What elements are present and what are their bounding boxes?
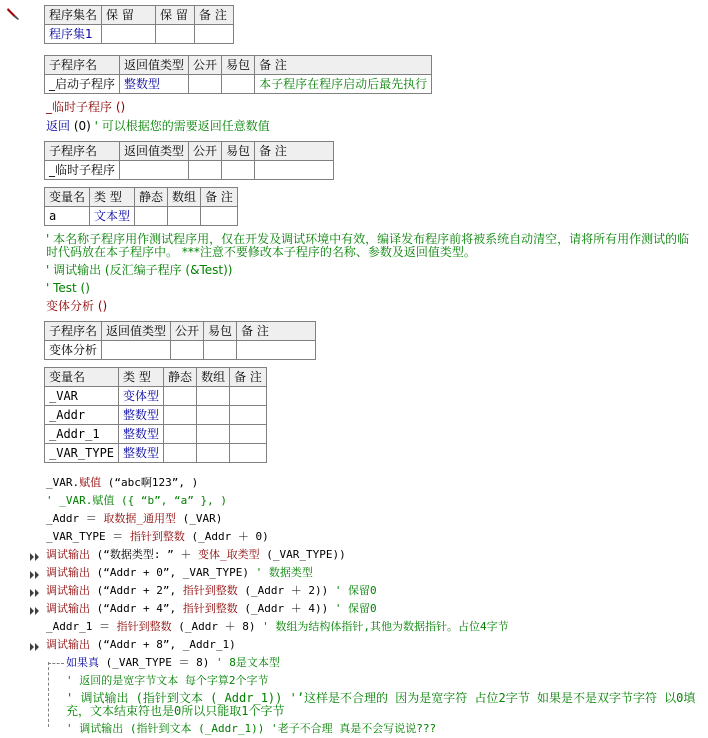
cell[interactable] [135,207,168,226]
code-token: 调试输出 [46,584,90,597]
header-cell: 类 型 [90,188,135,207]
cell[interactable] [237,341,316,360]
code-token: 赋值 [79,476,102,489]
breakpoint-arrow-icon[interactable] [30,642,40,652]
breakpoint-arrow-icon[interactable] [30,606,40,616]
sub-name-cell[interactable]: _启动子程序 [45,75,120,94]
cell[interactable] [222,75,255,94]
cell[interactable] [168,207,201,226]
code-token: 调试输出 [46,602,90,615]
code-token: (“Addr + 0”, _VAR_TYPE) [90,566,256,579]
code-comment: ' 可以根据您的需要返回任意数值 [94,119,270,133]
code-token: (“abc啊123”, ) [101,476,199,489]
code-token: 指针到整数 [129,530,185,543]
code-comment: ' 数据类型 [255,566,313,579]
cell[interactable] [197,444,230,463]
code-token: _VAR. [46,476,80,489]
header-cell: 程序集名 [45,6,102,25]
code-token: (“Addr + 4”, [90,602,183,615]
code-token: (“数据类型: ” ＋ [90,548,198,561]
code-line[interactable] [46,546,346,564]
sub-name-cell[interactable]: _临时子程序 [45,161,120,180]
code-token: 取数据_通用型 [103,512,176,525]
cell[interactable] [102,25,156,44]
var-type-cell[interactable]: 文本型 [90,207,135,226]
block-guide-line [48,663,64,664]
cell[interactable] [120,161,189,180]
breakpoint-arrow-icon[interactable] [30,552,40,562]
code-comment: ' 数组为结构体指针,其他为数据指针。占位4字节 [262,620,509,633]
header-cell: 静态 [164,368,197,387]
header-cell: 备 注 [237,322,316,341]
cell[interactable] [171,341,204,360]
cell[interactable] [164,406,197,425]
code-comment-line[interactable]: ' Test () [46,281,90,295]
cell[interactable] [164,444,197,463]
header-cell: 易包 [204,322,237,341]
breakpoint-arrow-icon[interactable] [30,588,40,598]
code-token: 指针到整数 [116,620,172,633]
header-cell: 返回值类型 [120,56,189,75]
cell[interactable] [189,75,222,94]
code-token: _Addr_1 ＝ [46,620,117,633]
code-token: 调试输出 [46,548,90,561]
code-token: 指针到整数 [182,584,238,597]
header-cell: 易包 [222,142,255,161]
temp-sub-call-line[interactable]: _临时子程序 () [46,100,126,114]
var-type-cell[interactable]: 整数型 [119,406,164,425]
comment-block[interactable]: ' 本名称子程序用作测试程序用，仅在开发及调试环境中有效，编译发布程序前将被系统自动清空，请将所有用作测试的临时代码放在本子程序中。 ***注意不要修改本子程序的名称、参数及返回值类型。 [46,232,690,259]
header-cell: 返回值类型 [102,322,171,341]
header-cell: 变量名 [45,188,90,207]
code-line[interactable] [46,618,509,636]
code-line[interactable] [46,510,222,528]
code-token: (“Addr + 8”, _Addr_1) [90,638,236,651]
bookmark-icon [6,7,20,21]
code-token: 变体_取类型 [197,548,260,561]
cell[interactable] [164,387,197,406]
cell[interactable] [197,425,230,444]
var-name-cell[interactable]: _VAR [45,387,119,406]
header-cell: 类 型 [119,368,164,387]
code-line[interactable] [46,582,377,600]
code-token: 指针到整数 [182,602,238,615]
cell[interactable] [195,25,234,44]
assembly-name-cell[interactable]: 程序集1 [45,25,102,44]
var-name-cell[interactable]: _Addr [45,406,119,425]
remark-cell[interactable]: 本子程序在程序启动后最先执行 [255,75,432,94]
variant-sub-table [44,321,316,360]
code-token: (_Addr ＋ 2)) [237,584,335,597]
code-token: 调试输出 [46,566,90,579]
header-cell: 保 留 [156,6,195,25]
code-line[interactable] [46,564,313,582]
code-token: (_VAR_TYPE)) [259,548,346,561]
variant-call-line[interactable]: 变体分析 () [46,299,108,313]
block-guide-line [48,662,49,727]
code-comment-line[interactable]: ' 调试输出 (指针到文本 (_Addr_1)) 'ʼ这样是不合理的 因为是宽字符 占位2字节 如果是不是双字节字符 以0填充，文本结束符也是0所以只能取1个字节 [66,691,696,718]
code-comment-line[interactable]: ' 调试输出 (指针到文本 (_Addr_1)) '老子不合理 真是不会写说说??? [66,722,437,735]
return-type-cell[interactable]: 整数型 [120,75,189,94]
code-comment-line[interactable]: ' 调试输出 (反汇编子程序 (&Test)) [46,263,233,277]
cell[interactable] [197,406,230,425]
cell[interactable] [201,207,238,226]
header-cell: 保 留 [102,6,156,25]
header-cell: 子程序名 [45,56,120,75]
code-line[interactable] [46,474,198,492]
header-cell: 数组 [168,188,201,207]
cell[interactable] [230,387,267,406]
code-comment-line[interactable]: ' 返回的是宽字节文本 每个字算2个字节 [66,674,269,687]
header-cell: 易包 [222,56,255,75]
header-cell: 备 注 [230,368,267,387]
code-token: _Addr ＝ [46,512,104,525]
cell[interactable] [197,387,230,406]
header-cell: 返回值类型 [120,142,189,161]
header-cell: 子程序名 [45,322,102,341]
var-name-cell[interactable]: a [45,207,90,226]
cell[interactable] [204,341,237,360]
header-cell: 备 注 [201,188,238,207]
header-cell: 静态 [135,188,168,207]
cell[interactable] [230,425,267,444]
code-token: (_Addr ＋ 4)) [237,602,335,615]
assembly-table [44,5,234,44]
return-line[interactable] [46,117,270,135]
cell[interactable] [230,444,267,463]
code-token: (_VAR) [175,512,223,525]
cell[interactable] [189,161,222,180]
header-cell: 备 注 [255,142,334,161]
var-name-cell[interactable]: _VAR_TYPE [45,444,119,463]
startup-sub-table [44,55,432,94]
code-comment: ' 保留0 [334,602,377,615]
temp-vars-table [44,187,238,226]
header-cell: 备 注 [255,56,432,75]
cell[interactable] [255,161,334,180]
var-type-cell[interactable]: 整数型 [119,425,164,444]
code-line[interactable] [46,600,377,618]
code-token: 如果真 [66,656,99,669]
code-comment-line[interactable]: ' _VAR.赋值 ({ “b”, “a” }, ) [46,494,227,507]
code-comment: ' 保留0 [334,584,377,597]
code-token: (_Addr ＋ 8) [171,620,263,633]
header-cell: 变量名 [45,368,119,387]
code-line[interactable] [46,636,236,654]
header-cell: 数组 [197,368,230,387]
code-comment: ' 8是文本型 [215,656,280,669]
editor-gutter [0,0,24,727]
cell[interactable] [230,406,267,425]
header-cell: 备 注 [195,6,234,25]
return-keyword: 返回 [46,119,71,133]
cell[interactable] [102,341,171,360]
header-cell: 子程序名 [45,142,120,161]
header-cell: 公开 [171,322,204,341]
code-token: (_Addr ＋ 0) [184,530,269,543]
temp-sub-table [44,141,334,180]
code-token: 调试输出 [46,638,90,651]
header-cell: 公开 [189,56,222,75]
breakpoint-arrow-icon[interactable] [30,570,40,580]
var-name-cell[interactable]: _Addr_1 [45,425,119,444]
variant-vars-table [44,367,267,463]
code-line[interactable] [46,528,269,546]
cell[interactable] [164,425,197,444]
var-type-cell[interactable]: 变体型 [119,387,164,406]
code-line[interactable] [66,654,280,672]
cell[interactable] [156,25,195,44]
return-arg: (0) [70,119,95,133]
sub-name-cell[interactable]: 变体分析 [45,341,102,360]
code-token: _VAR_TYPE ＝ [46,530,130,543]
header-cell: 公开 [189,142,222,161]
code-token: (“Addr + 2”, [90,584,183,597]
code-token: (_VAR_TYPE ＝ 8) [99,656,216,669]
cell[interactable] [222,161,255,180]
var-type-cell[interactable]: 整数型 [119,444,164,463]
